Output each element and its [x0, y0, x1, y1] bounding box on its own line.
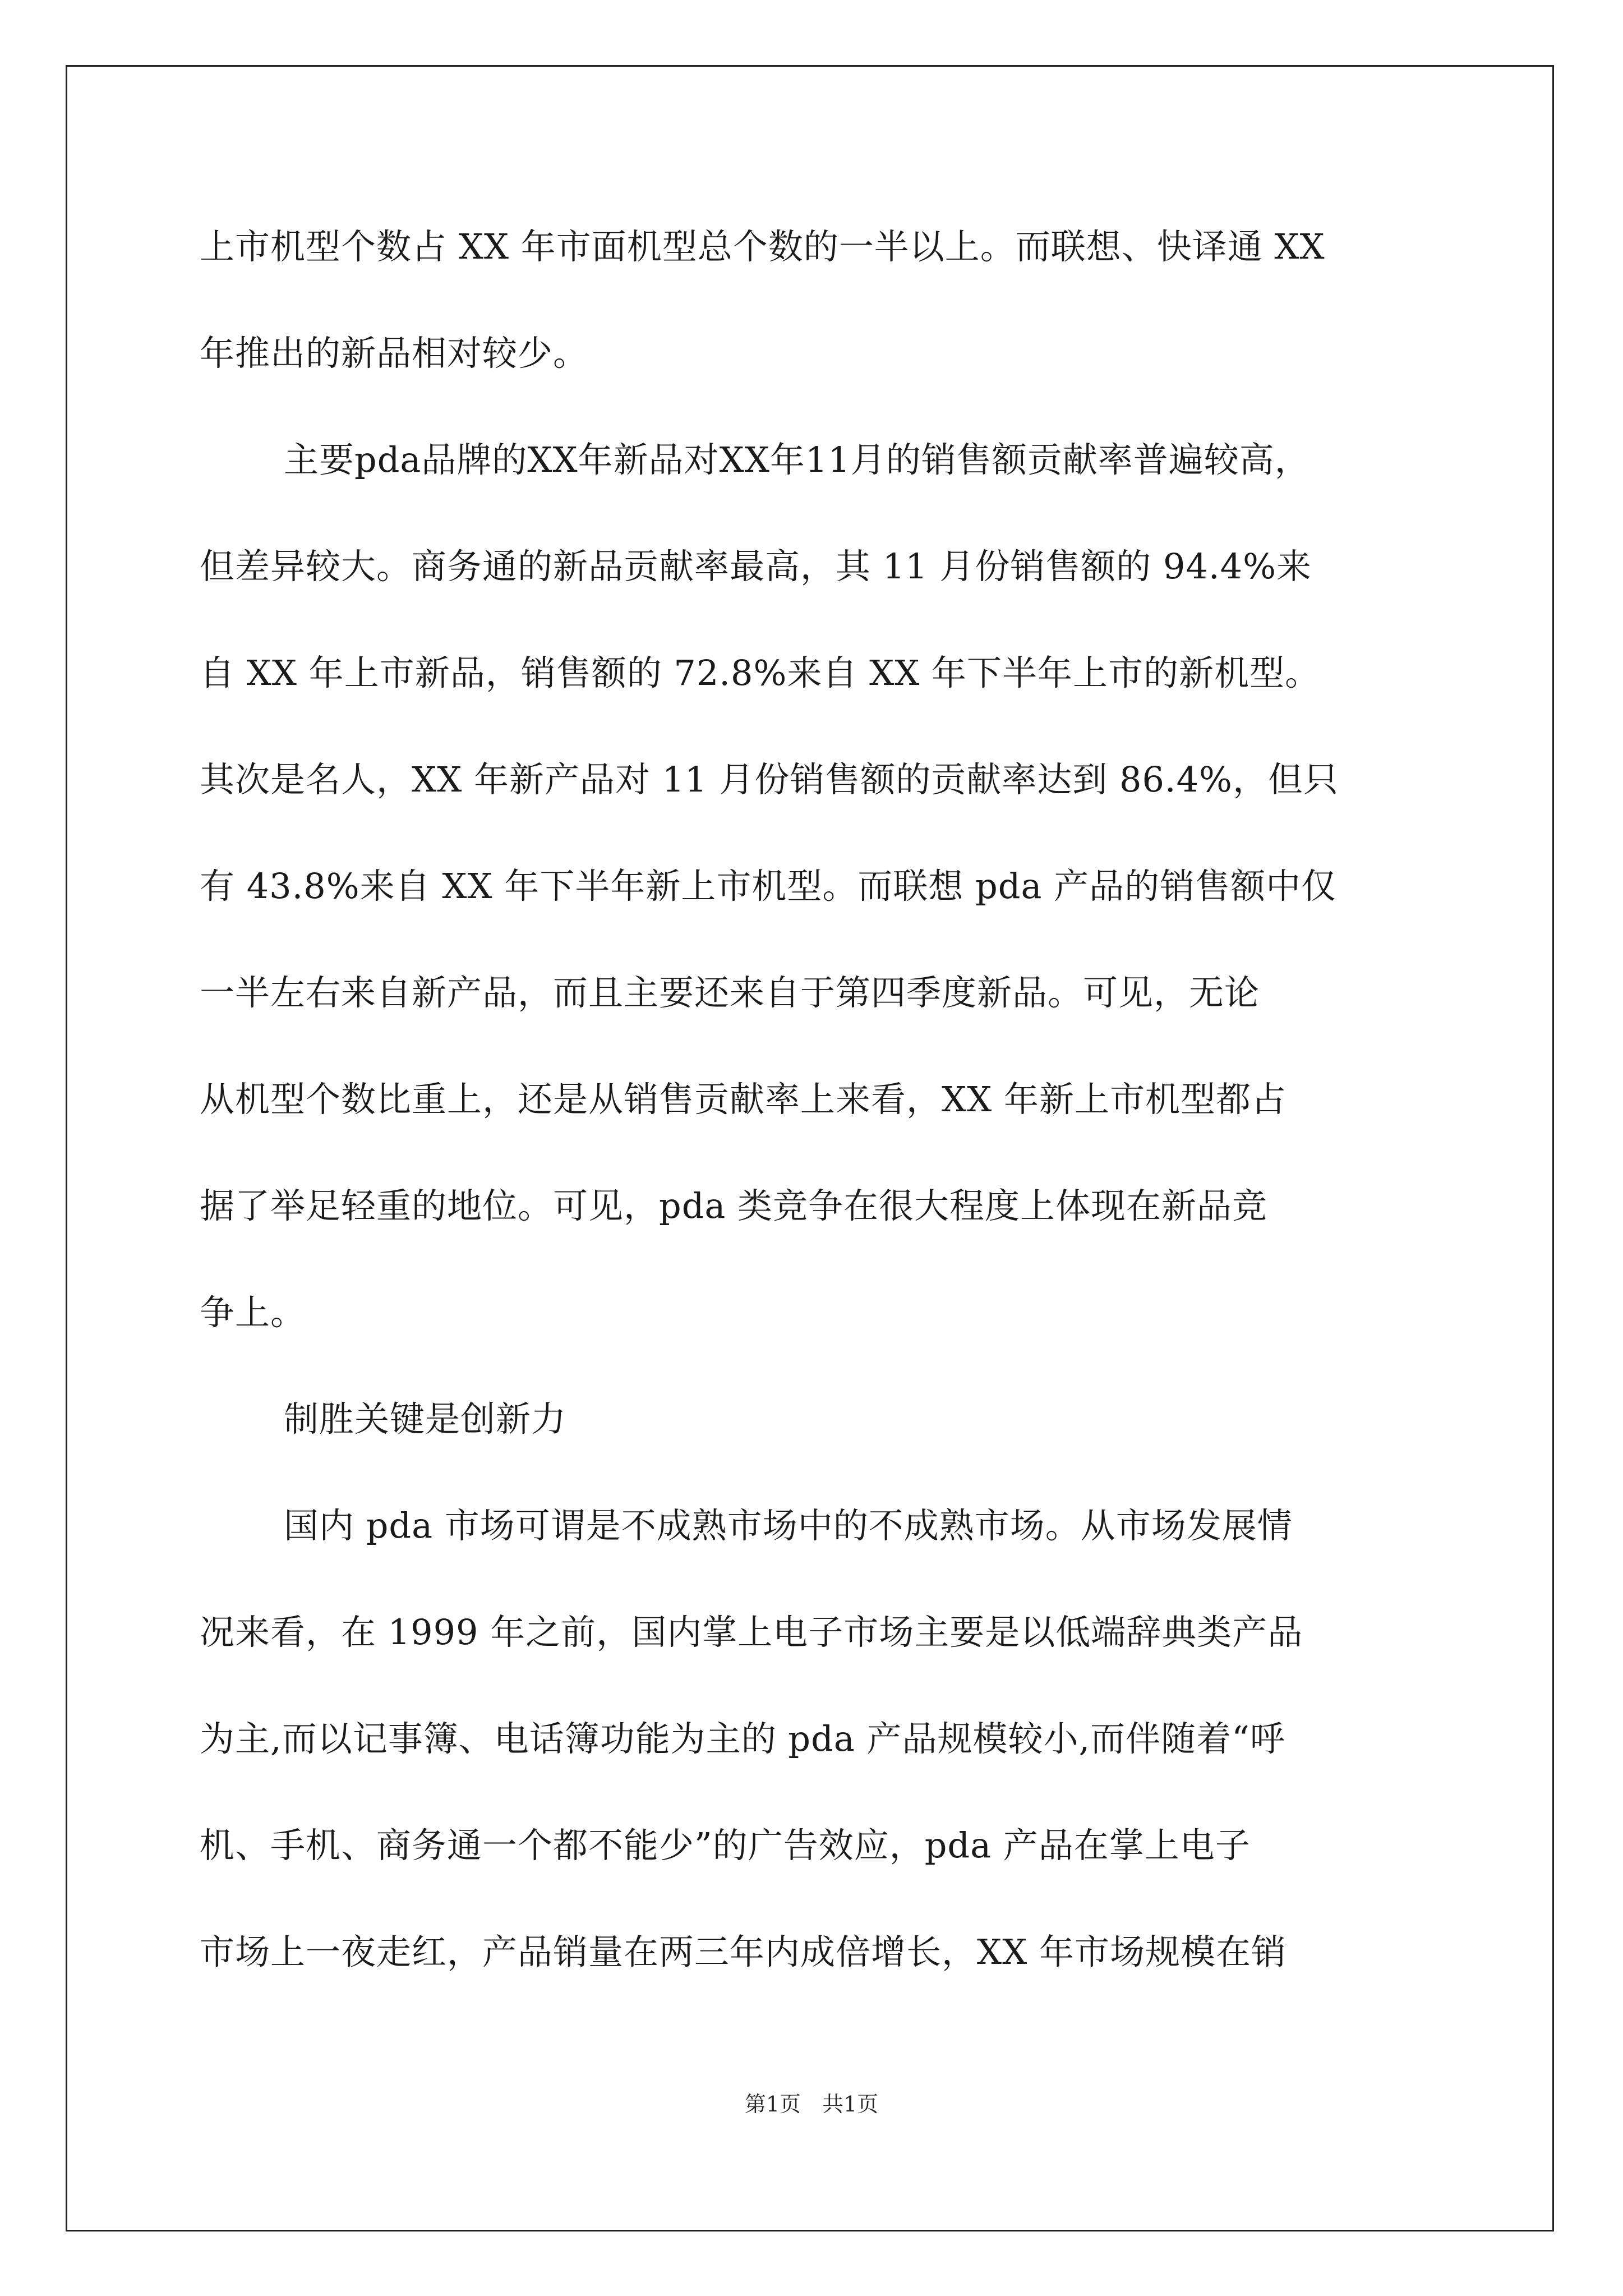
paragraph-start-line: 国内 pda 市场可谓是不成熟市场中的不成熟市场。从市场发展情	[284, 1505, 1293, 1546]
text-line: 有 43.8%来自 XX 年下半年新上市机型。而联想 pda 产品的销售额中仅	[200, 866, 1337, 907]
text-line: 市场上一夜走红，产品销量在两三年内成倍增长，XX 年市场规模在销	[200, 1931, 1287, 1972]
text-line: 从机型个数比重上，还是从销售贡献率上来看，XX 年新上市机型都占	[200, 1079, 1287, 1120]
page-footer: 第1页 共1页	[744, 2092, 879, 2116]
text-line: 年推出的新品相对较少。	[200, 333, 589, 374]
text-line: 其次是名人，XX 年新产品对 11 月份销售额的贡献率达到 86.4%，但只	[200, 759, 1339, 800]
text-line: 为主,而以记事簿、电话簿功能为主的 pda 产品规模较小,而伴随着“呼	[200, 1718, 1285, 1759]
text-line: 自 XX 年上市新品，销售额的 72.8%来自 XX 年下半年上市的新机型。	[200, 652, 1321, 693]
text-line: 况来看，在 1999 年之前，国内掌上电子市场主要是以低端辞典类产品	[200, 1612, 1303, 1653]
text-line: 但差异较大。商务通的新品贡献率最高，其 11 月份销售额的 94.4%来	[200, 546, 1312, 587]
text-line: 据了举足轻重的地位。可见，pda 类竞争在很大程度上体现在新品竞	[200, 1185, 1268, 1226]
text-line: 上市机型个数占 XX 年市面机型总个数的一半以上。而联想、快译通 XX	[200, 226, 1325, 267]
text-line: 机、手机、商务通一个都不能少”的广告效应，pda 产品在掌上电子	[200, 1825, 1251, 1866]
page-border	[66, 65, 1554, 2231]
paragraph-start-line: 主要pda品牌的XX年新品对XX年11月的销售额贡献率普遍较高，	[284, 439, 1310, 480]
text-line: 一半左右来自新产品，而且主要还来自于第四季度新品。可见，无论	[200, 972, 1260, 1013]
section-heading: 制胜关键是创新力	[284, 1398, 567, 1439]
text-line: 争上。	[200, 1292, 306, 1333]
